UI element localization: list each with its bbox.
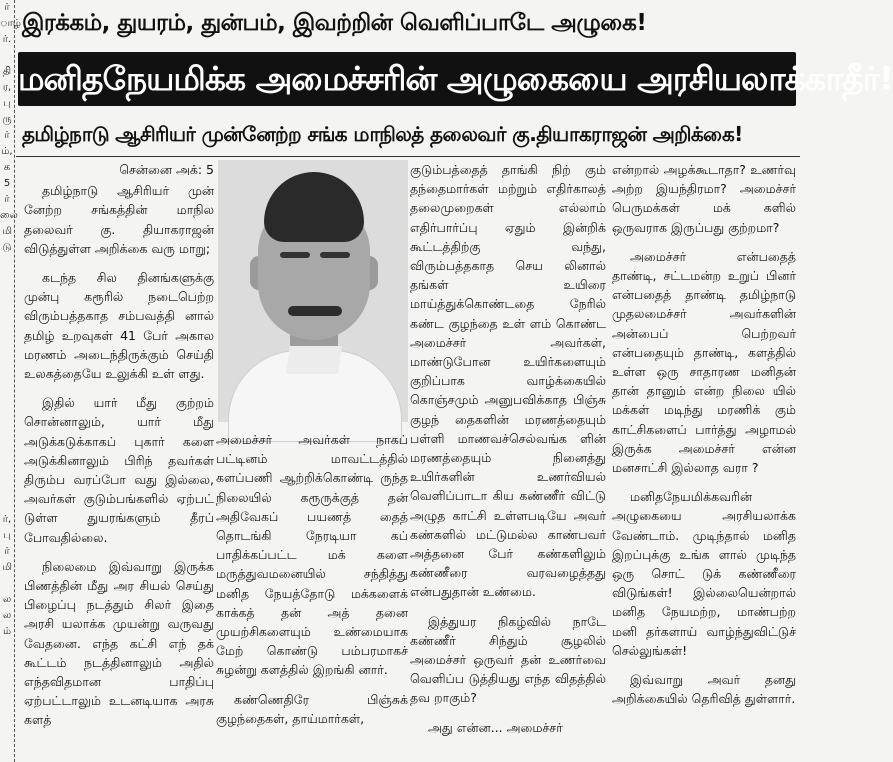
strip-fragment: தி bbox=[2, 66, 12, 77]
article-column-2 bbox=[216, 430, 408, 762]
strip-fragment: ம் bbox=[2, 626, 12, 637]
strip-fragment bbox=[0, 416, 14, 432]
paragraph: கடந்த சில தினங்களுக்கு முன்பு கரூரில் நடைபெற்ற விரும்பத்தகாத சம்பவத்தி னால் தமிழ் உறவுகள் 41 பேர் அகால மரணம் அடைந்திருக்கும் செய்தி உலகத்தையே உலுக்கி உள் ளது. bbox=[24, 270, 214, 382]
strip-fragment: 5 bbox=[3, 178, 11, 189]
paragraph: இதில் யார் மீது குற்றம் சொன்னாலும், யார் மீது அடுக்கடுக்காகப் புகார் களை அடுக்கினாலும் பிரிந் தவர்கள் திரும்ப வரப்போ வது இல்லை, அவர்கள் குடும்பங்களில் ஏற்பட் டுள்ள துயரங்களும் தீரப் போவதில்லை. bbox=[24, 395, 214, 545]
article-column-3 bbox=[410, 160, 606, 762]
strip-fragment bbox=[0, 288, 14, 304]
strip-fragment bbox=[0, 272, 14, 288]
paragraph: கண்ணெதிரே பிஞ்சுக் குழந்தைகள், தாய்மார்கள், bbox=[216, 691, 408, 726]
strip-fragment bbox=[0, 256, 14, 272]
paragraph: குடும்பத்தைத் தாங்கி நிற் கும் தந்தைமார்கள் மற்றும் எதிர்காலத் தலைமுறைகள் எல்லாம் எதிர்பார்ப்பு ஏதும் இன்றிக் கூட்டத்திற்கு வந்து, விரும்பத்தகாத செய லினால் தங்கள் உயிரை மாய்த்துக்கொண்டதை நேரில் கண்ட குழந்தை உள் ளம் கொண்ட அமைச்சர் அவர்கள், மாண்டுபோன உயிர்களையும் குறிப்பாக வாழ்க்கையில் கொஞ்சமும் அனுபவிக்காத பிஞ்சு குழந் தைகளின் மரணத்தையும் பள்ளி மாணவச்செல்வங்க ளின் மரணத்தையும் நினைத்து உயிர்களின் உணர்வியல் வெளிப்பாடா கிய கண்ணீர் விட்டு அழுத காட்சி உள்ளபடியே அவர் கண்களில் மட்டுமல்ல காண்பவர் அத்தனை பேர் கண்களிலும் கண்ணீரை வரவழைத்தது என்பதுதான் உண்மை. bbox=[410, 162, 606, 600]
paragraph: அது என்ன... அமைச்சர் bbox=[428, 719, 563, 735]
dateline: சென்னை அக்: 5 bbox=[119, 162, 214, 177]
strip-fragment: ர், bbox=[2, 514, 12, 525]
paragraph: அமைச்சர் அவர்கள் நாகப் பட்டினம் மாவட்டத்தில் களப்பணி ஆற்றிக்கொண்டி ருந்த நிலையில் கரூருக்குத் தன் அதிவேகப் பயணத் தைத் தொடங்கி நேரடியா கப் பாதிக்கப்பட்ட மக் களை மருத்துவமனையில் சந்தித்து மனித நேயத்தோடு மக்களைக் காக்கத் தன் அத் தனை முயற்சிகளையும் உண்மையாக மேற் கொண்டு பம்பரமாகச் சுழன்று களத்தில் இறங்கி னார். bbox=[216, 432, 408, 678]
strip-fragment bbox=[0, 368, 14, 384]
paragraph: என்றால் அழக்கூடாதா? உணர்வு அற்ற இயந்திரமா? அமைச்சர் பெருமக்கள் மக் களில் ஒருவராக இருப்பது குற்றமா? bbox=[612, 162, 796, 235]
strip-fragment: ர் bbox=[4, 546, 10, 557]
strip-fragment: ாழ் bbox=[0, 18, 21, 29]
portrait-photo bbox=[218, 160, 408, 422]
strip-fragment bbox=[0, 400, 14, 416]
strip-fragment: ர் bbox=[4, 194, 10, 205]
strip-fragment: ர் bbox=[4, 130, 10, 141]
strip-fragment: மி bbox=[2, 226, 12, 237]
strip-fragment bbox=[0, 480, 14, 496]
strip-fragment bbox=[0, 48, 14, 64]
divider bbox=[16, 156, 800, 157]
paragraph: இத்துயர நிகழ்வில் நாடே கண்ணீர் சிந்தும் சூழலில் அமைச்சர் ஒருவர் தன் உணர்வை வெளிப்ப டுத்தியது எந்த விதத்தில் தவ றாகும்? bbox=[410, 613, 606, 706]
article-column-4 bbox=[612, 160, 796, 762]
strip-fragment: பு bbox=[3, 98, 11, 109]
strip-fragment bbox=[0, 464, 14, 480]
sub-headline: தமிழ்நாடு ஆசிரியர் முன்னேற்ற சங்க மாநிலத் தலைவர் கு.தியாகராஜன் அறிக்கை! bbox=[22, 122, 743, 146]
strip-fragment: பு bbox=[3, 530, 11, 541]
strip-fragment bbox=[0, 576, 14, 592]
strip-fragment bbox=[0, 320, 14, 336]
strip-fragment: மி bbox=[2, 562, 12, 573]
strip-fragment: ல bbox=[2, 594, 12, 605]
strip-fragment: ல bbox=[2, 610, 12, 621]
article-column-1 bbox=[24, 160, 214, 762]
kicker-headline: இரக்கம், துயரம், துன்பம், இவற்றின் வெளிப்பாடே அழுகை! bbox=[22, 10, 647, 36]
strip-fragment: ர் bbox=[4, 2, 10, 13]
strip-fragment bbox=[0, 304, 14, 320]
paragraph: இவ்வாறு அவர் தனது அறிக்கையில் தெரிவித் துள்ளார். bbox=[612, 672, 796, 707]
paragraph: தமிழ்நாடு ஆசிரியர் முன் னேற்ற சங்கத்தின் மாநில தலைவர் கு. தியாகராஜன் விடுத்துள்ள அறிக்கை வரு மாறு; bbox=[24, 183, 214, 256]
strip-fragment bbox=[0, 336, 14, 352]
strip-fragment: லை bbox=[0, 210, 18, 221]
strip-fragment bbox=[0, 384, 14, 400]
strip-fragment bbox=[0, 432, 14, 448]
strip-fragment: ரு bbox=[2, 114, 12, 125]
strip-fragment bbox=[0, 448, 14, 464]
strip-fragment: டு bbox=[2, 242, 12, 253]
strip-fragment: ர, bbox=[2, 82, 12, 93]
strip-fragment: ம், bbox=[1, 146, 13, 157]
paragraph: நிலைமை இவ்வாறு இருக்க பிணத்தின் மீது அர சியல் செய்து பிழைப்பு நடத்தும் சிலர் இதை அரசி யலாக்க முயன்று வருவது வேதனை. எந்த கட்சி எந் தக் கூட்டம் நடத்தினாலும் அதில் எந்தவிதமான பாதிப்பு ஏற்பட்டாலும் உடனடியாக அரசு களத் bbox=[24, 558, 214, 728]
adjacent-column-fragment bbox=[0, 0, 21, 762]
strip-fragment bbox=[0, 496, 14, 512]
paragraph: அமைச்சர் என்பதைத் தாண்டி, சட்டமன்ற உறுப் பினர் என்பதைத் தாண்டி தமிழ்நாடு முதலமைச்சர் அவர்களின் அன்பைப் பெற்றவர் என்பதையும் தாண்டி, களத்தில் உள்ள ஒரு சாதாரண மனிதன் தான் தானும் என்ற நிலை யில் மக்கள் மடிந்து மரணிக் கும் காட்சிகளைப் பார்த்து அழாமல் இருக்க அமைச்சர் என்ன மனசாட்சி இல்லாத வரா ? bbox=[612, 248, 796, 476]
strip-fragment bbox=[0, 352, 14, 368]
strip-fragment: ர். bbox=[2, 34, 12, 45]
newspaper-article bbox=[16, 0, 893, 762]
paragraph: மனிதநேயமிக்கவரின் அழுகையை அரசியலாக்க வேண்டாம். முடிந்தால் மனித இறப்புக்கு உங்க ளால் முடிந்த ஒரு சொட் டுக் கண்ணீரை விடுங்கள்! இல்லையென்றால் மனித நேயமற்ற, மாண்பற்ற மனி தர்களாய் வாழ்ந்துவிட்டுச் செல்லுங்கள்! bbox=[612, 489, 796, 658]
main-headline: மனிதநேயமிக்க அமைச்சரின் அழுகையை அரசியலாக்காதீர்! bbox=[18, 52, 796, 106]
strip-fragment: க bbox=[3, 162, 11, 173]
